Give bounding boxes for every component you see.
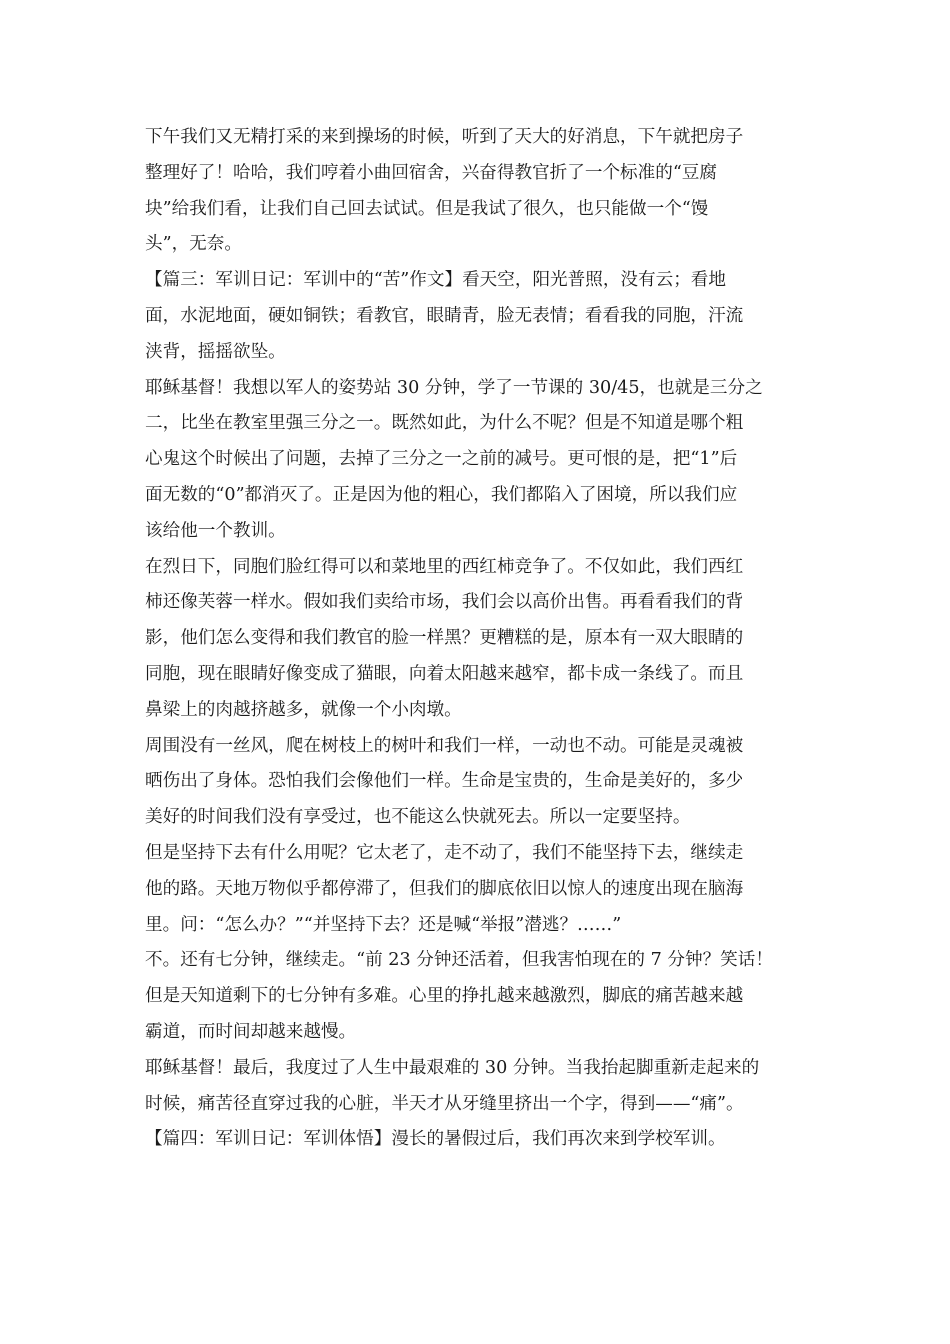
text-line-4: 头”，无奈。 [145,234,242,255]
text-line-19: 晒伤出了身体。恐怕我们会像他们一样。生命是宝贵的，生命是美好的，多少 [145,771,744,792]
text-line-2: 整理好了！哈哈，我们哼着小曲回宿舍，兴奋得教官折了一个标准的“豆腐 [145,162,717,183]
text-line-16: 同胞，现在眼睛好像变成了猫眼，向着太阳越来越窄，都卡成一条线了。而且 [145,663,744,684]
text-line-1: 下午我们又无精打采的来到操场的时候，听到了天大的好消息，下午就把房子 [145,127,744,147]
text-line-22: 他的路。天地万物似乎都停滞了，但我们的脚底依旧以惊人的速度出现在脑海 [145,878,744,899]
text-line-9: 二，比坐在教室里强三分之一。既然如此，为什么不呢？但是不知道是哪个粗 [145,413,744,434]
text-line-14: 柿还像芙蓉一样水。假如我们卖给市场，我们会以高价出售。再看看我们的背 [145,592,744,613]
text-line-27: 耶稣基督！最后，我度过了人生中最艰难的 30 分钟。当我抬起脚重新走起来的 [145,1057,760,1078]
text-line-20: 美好的时间我们没有享受过，也不能这么快就死去。所以一定要坚持。 [145,807,691,828]
text-line-17: 鼻梁上的肉越挤越多，就像一个小肉墩。 [145,699,462,720]
section-heading-3: 【篇三：军训日记：军训中的“苦”作文】看天空，阳光普照，没有云；看地 [145,270,726,291]
text-line-6: 面，水泥地面，硬如铜铁；看教官，眼睛青，脸无表情；看看我的同胞，汗流 [145,305,744,326]
section-heading-4: 【篇四：军训日记：军训体悟】漫长的暑假过后，我们再次来到学校军训。 [145,1129,726,1150]
text-line-8: 耶稣基督！我想以军人的姿势站 30 分钟，学了一节课的 30/45，也就是三分之 [145,377,763,398]
text-line-26: 霸道，而时间却越来越慢。 [145,1021,357,1042]
text-line-15: 影，他们怎么变得和我们教官的脸一样黑？更糟糕的是，原本有一双大眼睛的 [145,628,744,649]
document-body [145,120,813,1158]
text-line-21: 但是坚持下去有什么用呢？它太老了，走不动了，我们不能坚持下去，继续走 [145,842,744,863]
text-line-3: 块”给我们看，让我们自己回去试试。但是我试了很久，也只能做一个“馒 [145,198,709,219]
text-line-13: 在烈日下，同胞们脸红得可以和菜地里的西红柿竞争了。不仅如此，我们西红 [145,556,744,577]
text-line-23: 里。问：“怎么办？”“并坚持下去？还是喊“举报”潜逃？……” [145,914,622,935]
text-line-7: 浃背，摇摇欲坠。 [145,341,286,362]
text-line-18: 周围没有一丝风，爬在树枝上的树叶和我们一样，一动也不动。可能是灵魂被 [145,735,744,756]
text-line-28: 时候，痛苦径直穿过我的心脏，半天才从牙缝里挤出一个字，得到——“痛”。 [145,1093,744,1114]
text-line-25: 但是天知道剩下的七分钟有多难。心里的挣扎越来越激烈，脚底的痛苦越来越 [145,986,744,1007]
text-line-10: 心鬼这个时候出了问题，去掉了三分之一之前的减号。更可恨的是，把“1”后 [145,449,738,470]
text-line-12: 该给他一个教训。 [145,520,286,541]
text-line-11: 面无数的“0”都消灭了。正是因为他的粗心，我们都陷入了困境，所以我们应 [145,484,738,505]
text-line-24: 不。还有七分钟，继续走。“前 23 分钟还活着，但我害怕现在的 7 分钟？笑话！ [145,950,773,971]
